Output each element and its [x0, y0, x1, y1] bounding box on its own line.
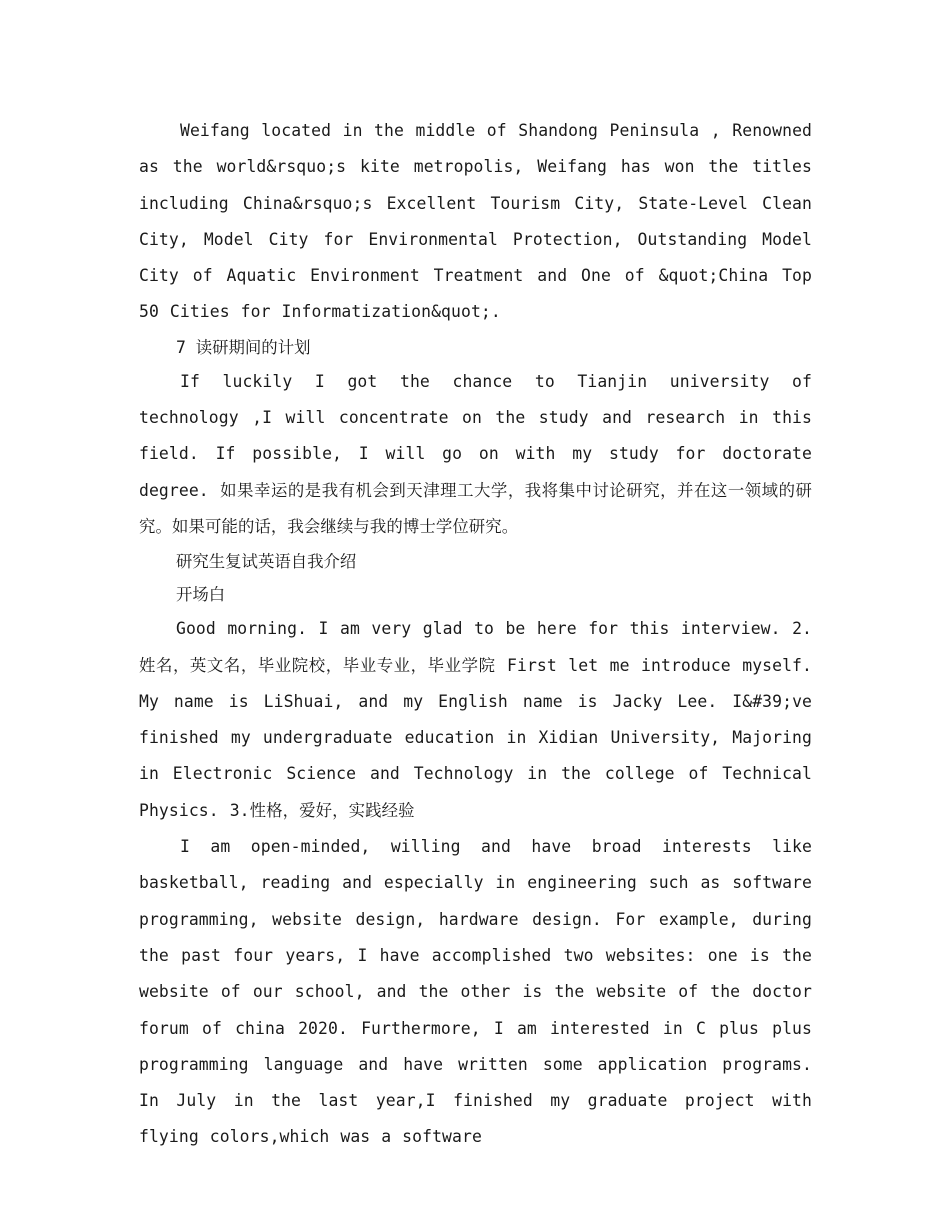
- paragraph-study-plan: If luckily I got the chance to Tianjin university of technology ,I will concentrate on the study and research in this field. If possible, I will go on with my study for doctorate degree. 如果幸运的是我有机会到天津理工大学，我将集中讨论研究，并在这一领域的研究。如果可能的话，我会继续与我的博士学位研究。: [139, 371, 812, 536]
- paragraph-weifang: Weifang located in the middle of Shandong Peninsula , Renowned as the world&rsquo;s kite metropolis, Weifang has won the titles including China&rsquo;s Excellent Tourism City, State-Level Clean City, Model City for Environmental Protection, Outstanding Model City of Aquatic Environment Treatment and One of &quot;China Top 50 Cities for Informatization&quot;.: [139, 121, 812, 322]
- document-body: [139, 113, 812, 1156]
- heading-opening: 开场白: [176, 585, 226, 605]
- paragraph-personality: I am open-minded, willing and have broad interests like basketball, reading and especially in engineering such as software programming, website design, hardware design. For example, during the past four years, I have accomplished two websites: one is the website of our school, and the other is the website of the doctor forum of china 2020. Furthermore, I am interested in C plus plus programming language and have written some application programs. In July in the last year,I finished my graduate project with flying colors,which was a software: [139, 837, 812, 1147]
- paragraph-opening: Good morning. I am very glad to be here for this interview. 2.姓名，英文名，毕业院校，毕业专业，毕业学院 First let me introduce myself. My name is LiShuai, and my English name is Jacky Lee. I&#39;ve finished my undergraduate education in Xidian University, Majoring in Electronic Science and Technology in the college of Technical Physics. 3.性格，爱好，实践经验: [139, 619, 812, 820]
- section-title: 研究生复试英语自我介绍: [176, 552, 357, 572]
- heading-study-plan: 7 读研期间的计划: [176, 337, 311, 357]
